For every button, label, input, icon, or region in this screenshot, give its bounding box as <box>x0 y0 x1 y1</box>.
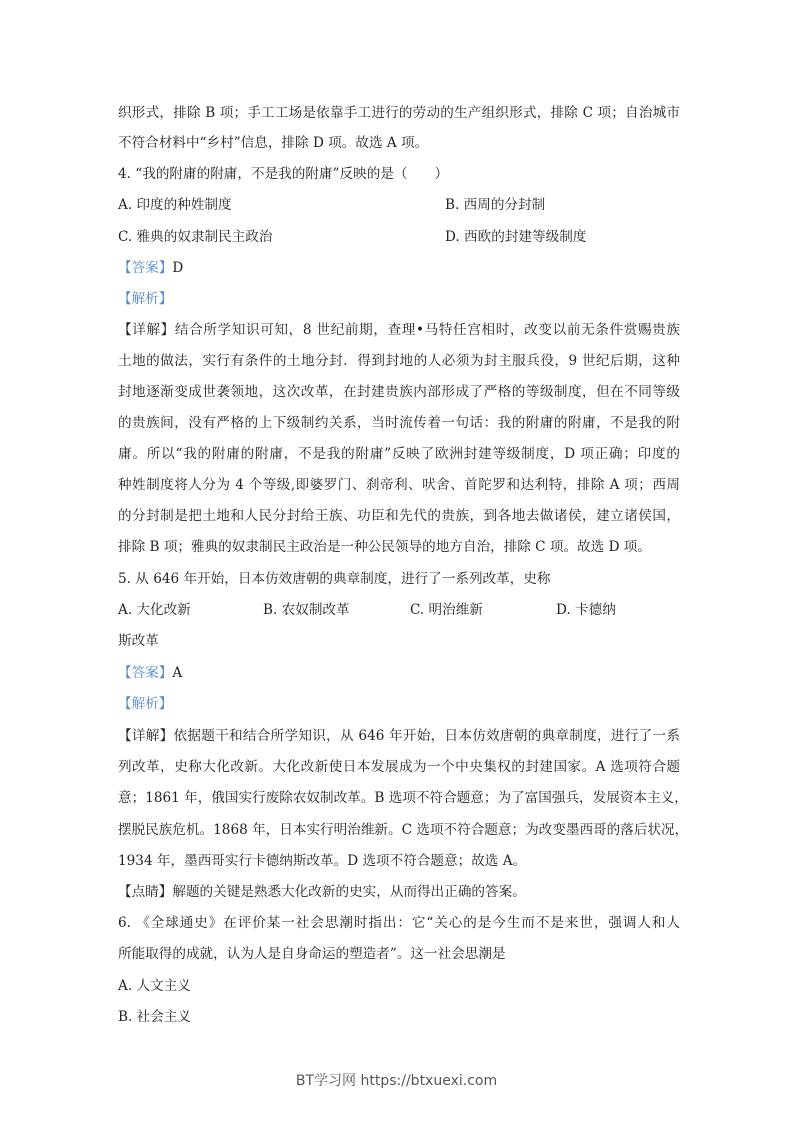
question-5-stem: 5. 从 646 年开始，日本仿效唐朝的典章制度，进行了一系列改革，史称 <box>118 571 551 587</box>
option-d-continued: 斯改革 <box>118 633 159 649</box>
detail-line: 的分封制是把土地和人民分封给王族、功臣和先代的贵族，到各地去做诸侯，建立诸侯国， <box>118 508 680 524</box>
detail-text: 结合所学知识可知，8 世纪前期，查理•马特任宫相时，改变以前无条件赏赐贵族 <box>174 322 680 338</box>
question-5-options <box>118 600 680 620</box>
tip-line <box>118 882 680 902</box>
answer-value: D <box>172 260 184 276</box>
analysis-label-text: 【解析】 <box>118 291 173 307</box>
detail-line: 庸。所以“我的附庸的附庸，不是我的附庸”反映了欧洲封建等级制度，D 项正确；印度的 <box>118 446 680 462</box>
detail-line: 种姓制度将人分为 4 个等级,即婆罗门、刹帝利、吠舍、首陀罗和达利特，排除 A 项；西周 <box>118 477 680 493</box>
analysis-label <box>118 694 680 714</box>
question-6-stem: 所能取得的成就，认为人是自身命运的塑造者”。这一社会思潮是 <box>118 946 506 962</box>
answer-label: 【答案】 <box>118 260 173 276</box>
text-line: 织形式，排除 B 项；手工工场是依靠手工进行的劳动的生产组织形式，排除 C 项；自治城市 <box>118 105 680 121</box>
detail-line: 封地逐渐变成世袭领地，这次改革，在封建贵族内部形成了严格的等级制度，但在不同等级 <box>118 384 680 400</box>
answer-line <box>118 663 680 683</box>
detail-label: 【详解】 <box>118 322 175 338</box>
option-c: C. 明治维新 <box>410 602 483 618</box>
detail-line: 摆脱民族危机。1868 年，日本实行明治维新。C 选项不符合题意；为改变墨西哥的落后状况， <box>118 822 689 838</box>
detail-line: 列改革，史称大化改新。大化改新使日本发展成为一个中央集权的封建国家。A 选项符合题 <box>118 759 680 775</box>
detail-line: 排除 B 项；雅典的奴隶制民主政治是一种公民领导的地方自治，排除 C 项。故选 D 项。 <box>118 539 651 555</box>
tip-text: 解题的关键是熟悉大化改新的史实，从而得出正确的答案。 <box>172 884 526 900</box>
question-4-options-row-2 <box>118 227 680 247</box>
option-b: B. 社会主义 <box>118 1009 192 1025</box>
option-d: D. 西欧的封建等级制度 <box>445 229 587 245</box>
text-line: 不符合材料中“乡村”信息，排除 D 项。故选 A 项。 <box>118 135 429 151</box>
detail-line: 1934 年，墨西哥实行卡德纳斯改革。D 选项不符合题意；故选 A。 <box>118 853 527 869</box>
detail-line: 的贵族间，没有严格的上下级制约关系，当时流传着一句话：我的附庸的附庸，不是我的附 <box>118 415 680 431</box>
footer-watermark: BT学习网 https://btxuexi.com <box>295 1073 498 1089</box>
question-4-stem: 4. “我的附庸的附庸，不是我的附庸”反映的是（ ） <box>118 166 449 182</box>
question-6-stem: 6. 《全球通史》在评价某一社会思潮时指出：它“关心的是今生而不是来世，强调人和人 <box>118 915 680 931</box>
option-b: B. 农奴制改革 <box>263 602 350 618</box>
answer-label: 【答案】 <box>118 665 173 681</box>
detail-line: 意；1861 年，俄国实行废除农奴制改革。B 选项不符合题意；为了富国强兵，发展资本主义， <box>118 790 688 806</box>
analysis-label <box>118 289 680 309</box>
answer-value: A <box>172 665 183 681</box>
option-a: A. 大化改新 <box>118 602 191 618</box>
option-b: B. 西周的分封制 <box>445 197 546 213</box>
option-a: A. 人文主义 <box>118 978 191 994</box>
detail-label: 【详解】 <box>118 728 174 744</box>
tip-label: 【点睛】 <box>118 884 173 900</box>
detail-text: 依据题干和结合所学知识，从 646 年开始，日本仿效唐朝的典章制度，进行了一系 <box>173 728 681 744</box>
question-4-options-row-1 <box>118 195 680 215</box>
option-d: D. 卡德纳 <box>556 602 616 618</box>
answer-line <box>118 258 680 278</box>
option-a: A. 印度的种姓制度 <box>118 197 232 213</box>
detail-line <box>118 320 680 340</box>
detail-line: 土地的做法，实行有条件的土地分封．得到封地的人必须为封主服兵役，9 世纪后期，这种 <box>118 353 680 369</box>
option-c: C. 雅典的奴隶制民主政治 <box>118 229 273 245</box>
detail-line <box>118 726 680 746</box>
analysis-label-text: 【解析】 <box>118 696 173 712</box>
